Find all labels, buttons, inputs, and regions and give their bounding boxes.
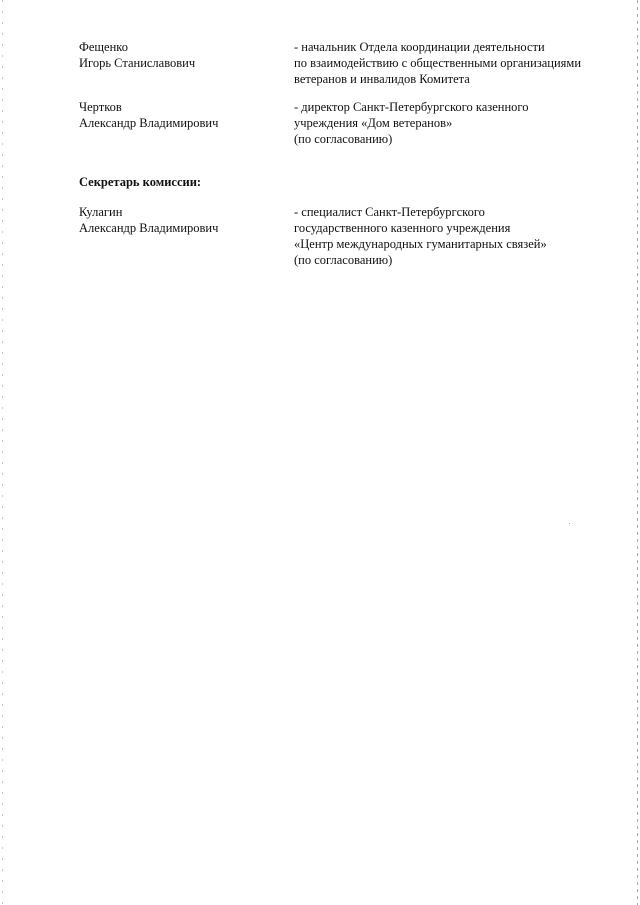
- position-line: государственного казенного учреждения: [294, 221, 511, 235]
- position-line: ветеранов и инвалидов Комитета: [294, 72, 470, 86]
- secretary-position: [282, 204, 612, 268]
- position-line: (по согласованию): [294, 132, 393, 146]
- scan-edge-left: [2, 0, 3, 905]
- member-surname: Фещенко: [79, 40, 128, 54]
- member-surname: Чертков: [79, 100, 122, 114]
- position-line: «Центр международных гуманитарных связей»: [294, 237, 547, 251]
- position-line: учреждения «Дом ветеранов»: [294, 116, 453, 130]
- secretary-name: [79, 204, 279, 236]
- position-line: - директор Санкт-Петербургского казенного: [294, 100, 529, 114]
- scan-edge-right: [637, 0, 638, 905]
- secretary-surname: Кулагин: [79, 205, 123, 219]
- member-name: [79, 99, 279, 131]
- member-name: [79, 39, 279, 71]
- member-position: [282, 99, 612, 147]
- position-line: (по согласованию): [294, 253, 393, 267]
- secretary-given-names: Александр Владимирович: [79, 221, 219, 235]
- position-line: - начальник Отдела координации деятельности: [294, 40, 545, 54]
- member-given-names: Александр Владимирович: [79, 116, 219, 130]
- position-line: - специалист Санкт-Петербургского: [294, 205, 485, 219]
- position-line: по взаимодействию с общественными организациями: [294, 56, 582, 70]
- member-position: [282, 39, 612, 87]
- scan-speck: [569, 523, 570, 524]
- secretary-heading: Секретарь комиссии:: [79, 175, 202, 189]
- member-given-names: Игорь Станиславович: [79, 56, 196, 70]
